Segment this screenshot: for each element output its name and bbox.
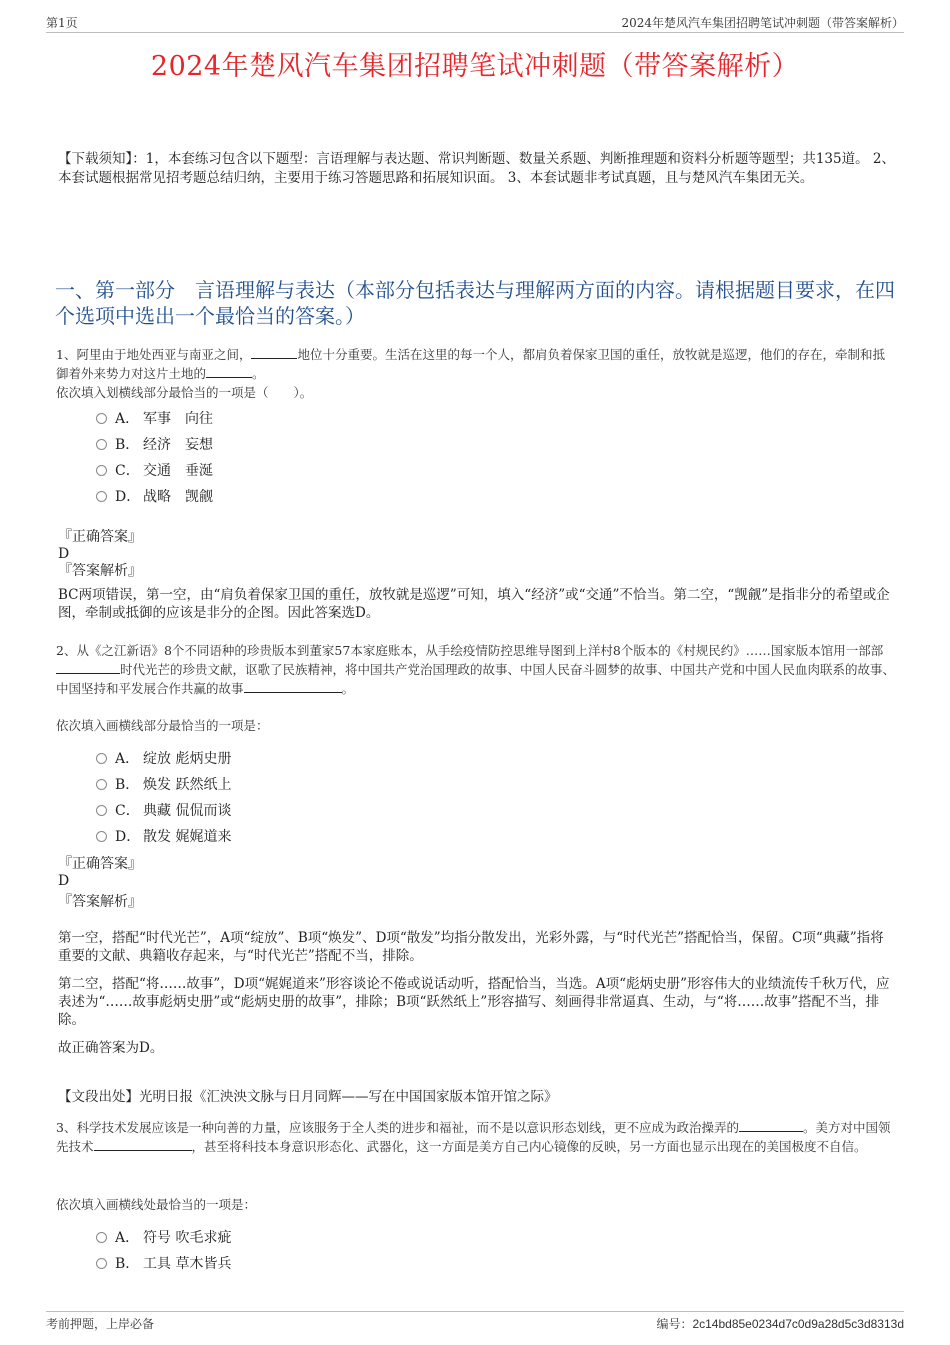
blank-line (94, 1138, 192, 1151)
radio-icon[interactable] (96, 831, 107, 842)
question-2-answer (58, 856, 893, 911)
question-1-text-b: 地位十分重要。生活在这里的每一个人，都肩负着保家卫国的重任，放牧就是巡逻，他们的存在，牵制和抵御着外来势力对这片土地的 (56, 347, 885, 381)
option-d[interactable]: D． 战略 觊觎 (96, 484, 596, 510)
radio-icon[interactable] (96, 465, 107, 476)
blank-line (251, 346, 297, 359)
radio-icon[interactable] (96, 1232, 107, 1243)
question-2-prompt: 依次填入画横线部分最恰当的一项是： (56, 718, 269, 733)
option-c[interactable]: C． 交通 垂涎 (96, 458, 596, 484)
page-footer (46, 1311, 904, 1331)
option-d[interactable]: D． 散发 娓娓道来 (96, 824, 596, 850)
correct-answer-value: D (58, 873, 70, 889)
question-1-text-c: 。 (252, 366, 265, 381)
download-notice: 【下载须知】：1，本套练习包含以下题型：言语理解与表达题、常识判断题、数量关系题、判断推理题和资料分析题等题型；共135道。 2、本套试题根据常见招考题总结归纳，主要用于练习答题思路和拓展知识面。 3、本套试题非考试真题，且与楚风汽车集团无关。 (58, 151, 895, 186)
correct-answer-label: 『正确答案』 (58, 856, 142, 872)
radio-icon[interactable] (96, 779, 107, 790)
option-a[interactable]: A． 绽放 彪炳史册 (96, 746, 596, 772)
option-b[interactable]: B． 工具 草木皆兵 (96, 1251, 596, 1277)
question-2-analysis (58, 929, 893, 1067)
blank-line (739, 1119, 803, 1132)
question-3-text-b: 。美方对中国领先技术 (56, 1120, 891, 1154)
radio-icon[interactable] (96, 413, 107, 424)
analysis-paragraph: 第一空，搭配“时代光芒”，A项“绽放”、B项“焕发”、D项“散发”均指分散发出，光彩外露，与“时代光芒”搭配恰当，保留。C项“典藏”指将重要的文献、典籍收存起来，与“时代光芒”搭配不当，排除。 (58, 930, 884, 964)
question-2-text-c: 。 (341, 681, 355, 696)
correct-answer-label: 『正确答案』 (58, 529, 142, 545)
blank-line (56, 661, 120, 674)
running-title: 2024年楚风汽车集团招聘笔试冲刺题（带答案解析） (621, 16, 904, 30)
question-2-options (96, 746, 596, 850)
blank-line (206, 365, 252, 378)
radio-icon[interactable] (96, 1258, 107, 1269)
analysis-label: 『答案解析』 (58, 894, 142, 910)
question-1 (56, 345, 896, 402)
question-3-options (96, 1225, 596, 1277)
question-1-options (96, 406, 596, 510)
option-c[interactable]: C． 典藏 侃侃而谈 (96, 798, 596, 824)
page-number: 第1页 (46, 16, 78, 30)
question-3-prompt: 依次填入画横线处最恰当的一项是： (56, 1197, 257, 1212)
document-code (656, 1315, 904, 1332)
code-value: 2c14bd85e0234d7c0d9a28d5c3d8313d (692, 1317, 904, 1331)
question-1-text-a: 1、阿里由于地处西亚与南亚之间， (56, 347, 252, 362)
question-3 (56, 1118, 896, 1156)
code-label: 编号： (656, 1317, 693, 1331)
question-2-text-b: 时代光芒的珍贵文献，讴歌了民族精神，将中国共产党治国理政的故事、中国人民奋斗圆梦的故事、中国共产党和中国人民血肉联系的故事、中国坚持和平发展合作共赢的故事 (56, 662, 896, 696)
option-a[interactable]: A． 军事 向往 (96, 406, 596, 432)
question-2-text-a: 2、从《之江新语》8个不同语种的珍贵版本到董家57本家庭账本，从手绘疫情防控思维导图到上洋村8个版本的《村规民约》……国家版本馆用一部部 (56, 643, 884, 658)
question-1-analysis: BC两项错误，第一空，由“肩负着保家卫国的重任，放牧就是巡逻”可知，填入“经济”或“交通”不恰当。第二空，“觊觎”是指非分的希望或企图，牵制或抵御的应该是非分的企图。因此答案选D。 (58, 587, 890, 621)
document-title: 2024年楚风汽车集团招聘笔试冲刺题（带答案解析） (150, 51, 800, 82)
question-3-text-a: 3、科学技术发展应该是一种向善的力量，应该服务于全人类的进步和福祉，而不是以意识形态划线，更不应成为政治操弄的 (56, 1120, 739, 1135)
analysis-paragraph: 第二空，搭配“将……故事”，D项“娓娓道来”形容谈论不倦或说话动听，搭配恰当，当选。A项“彪炳史册”形容伟大的业绩流传千秋万代，应表述为“……故事彪炳史册”或“彪炳史册的故事”，排除；B项“跃然纸上”形容描写、刻画得非常逼真、生动，与“将……故事”搭配不当，排除。 (58, 976, 890, 1028)
section-title: 一、第一部分 言语理解与表达（本部分包括表达与理解两方面的内容。请根据题目要求，在四个选项中选出一个最恰当的答案。） (55, 278, 895, 328)
radio-icon[interactable] (96, 491, 107, 502)
option-b[interactable]: B． 经济 妄想 (96, 432, 596, 458)
option-a[interactable]: A． 符号 吹毛求疵 (96, 1225, 596, 1251)
analysis-paragraph: 故正确答案为D。 (58, 1040, 164, 1056)
question-2 (56, 641, 896, 698)
question-1-answer (58, 529, 893, 580)
radio-icon[interactable] (96, 805, 107, 816)
page-header (46, 14, 904, 33)
option-b[interactable]: B． 焕发 跃然纸上 (96, 772, 596, 798)
radio-icon[interactable] (96, 753, 107, 764)
blank-line (244, 680, 342, 693)
question-3-text-c: ，甚至将科技本身意识形态化、武器化，这一方面是美方自己内心镜像的反映，另一方面也显示出现在的美国极度不自信。 (191, 1139, 867, 1154)
correct-answer-value: D (58, 546, 70, 562)
analysis-label: 『答案解析』 (58, 563, 142, 579)
radio-icon[interactable] (96, 439, 107, 450)
footer-slogan: 考前押题，上岸必备 (46, 1317, 155, 1331)
text-source: 【文段出处】光明日报《汇泱泱文脉与日月同辉——写在中国国家版本馆开馆之际》 (58, 1089, 558, 1105)
question-1-prompt: 依次填入划横线部分最恰当的一项是（ ）。 (56, 385, 313, 400)
